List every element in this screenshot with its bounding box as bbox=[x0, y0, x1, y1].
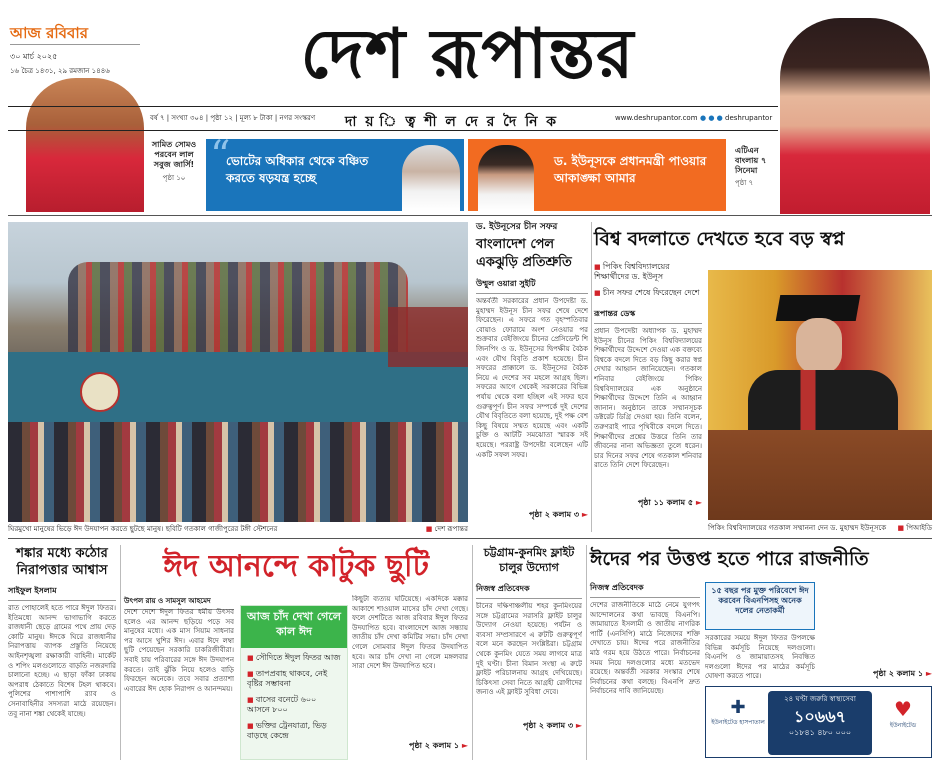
ad-hotline-label: ২৪ ঘণ্টা জরুরি স্বাস্থ্যসেবা bbox=[784, 695, 856, 703]
podium bbox=[708, 430, 932, 520]
china-continued[interactable] bbox=[476, 509, 588, 522]
politics-pull-quote-text: ১৫ বছর পর মুক্ত পরিবেশে ঈদ করবেন বিএনপিসহ অনেক দলের নেতাকর্মী bbox=[711, 586, 809, 615]
dream-bullet-2: ■ চীন সফর শেষে ফিরেছেন দেশে bbox=[594, 288, 702, 298]
dream-photo-caption: পিকিং বিশ্ববিদ্যালয়ের গতকাল সম্মাননা দেন ড. মুহাম্মদ ইউনূসকে bbox=[708, 524, 887, 532]
flight-continued-text: পৃষ্ঠা ২ কলাম ৩ bbox=[523, 721, 574, 730]
flight-headline[interactable]: চট্টগ্রাম-কুনমিং ফ্লাইট চালুর উদ্যোগ bbox=[483, 546, 575, 574]
eid-box-item-4[interactable]: ■ ভক্তির ট্রেনযাত্রা, ভিড় বাড়ছে কেন্দ্রে bbox=[241, 715, 347, 741]
dream-continued-text: পৃষ্ঠা ১১ কলাম ৫ bbox=[637, 498, 694, 507]
teaser-cinema-page: পৃষ্ঠা ৭ bbox=[735, 179, 754, 187]
flight-byline: নিজস্ব প্রতিবেদক bbox=[476, 583, 582, 599]
china-body: অন্তর্বর্তী সরকারের প্রধান উপদেষ্টা ড. মুহাম্মদ ইউনূস চীন সফর শেষে দেশে ফিরেছেন। এ সফরে গত বৃহস্পতিবার বোয়াও ফোরামে অংশ নেওয়ার পর শুক্রবার বেইজিংয়ে চীনের প্রেসিডেন্ট শি জিনপিং ও ড. ইউনূসের দ্বিপক্ষীয় বৈঠক এবং যৌথ বিবৃতি প্রকাশ হয়েছে। চীন সফরের প্রাক্কালে ড. ইউনূসের বৈঠক নিয়ে এ দেশের সব মহলে আগ্রহ ছিল। সফরের আগে থেকেই সরকারের বিভিন্ন পর্যায় থেকে বলা হচ্ছিল এই সফর হবে গুরুত্বপূর্ণ। চীন সফর সম্পর্কে দুই দেশের যৌথ বিবৃতিতে বলা হয়েছে, দুই পক্ষ বেশ কিছু বিষয়ে সম্মত হয়েছে এবং একটি চুক্তি ও আটটি সমঝোতা স্মারক সই হয়েছে। পররাষ্ট্র উপদেষ্টা বলেছেন এটি একটি সফল সফর। bbox=[476, 297, 588, 459]
eid-box-item-1[interactable]: ■ সৌদিতে ঈদুল ফিতর আজ bbox=[241, 648, 347, 663]
eid-body-2: কিছুটা ব্যত্যয় ঘটিয়েছে। একদিকে মক্কার আকাশে শাওয়াল মাসের চাঁদ দেখা গেছে। ফলে দেশটিতে আজ রবিবার ঈদুল ফিতর উদযাপিত হবে। বাংলাদেশে আজ সন্ধ্যায় জাতীয় চাঁদ দেখা কমিটির সভা। চাঁদ দেখা গেলে সোমবার ঈদুল ফিতর উদযাপিত হবে। আর চাঁদ দেখা না গেলে মঙ্গলবার সারা দেশে ঈদ উদযাপিত হবে। bbox=[352, 595, 468, 671]
china-headline[interactable]: বাংলাদেশ পেল একঝুড়ি প্রতিশ্রুতি bbox=[476, 237, 572, 270]
security-headline[interactable]: শঙ্কার মধ্যে কঠোর নিরাপত্তার আশ্বাস bbox=[16, 546, 108, 578]
eid-box-title[interactable]: আজ চাঁদ দেখা গেলে কাল ঈদ bbox=[241, 606, 347, 648]
lead-photo-credit-text: দেশ রূপান্তর bbox=[434, 525, 468, 533]
teaser-cinema[interactable] bbox=[735, 146, 783, 212]
politician-photo bbox=[402, 145, 460, 211]
website[interactable]: www.deshrupantor.com bbox=[615, 114, 698, 122]
railway-shed bbox=[388, 307, 468, 367]
ad-heart-icon: ♥ bbox=[894, 697, 912, 721]
dream-text-col bbox=[594, 262, 702, 532]
security-body: রাত পোহালেই হতে পারে ঈদুল ফিতর। ইতিমধ্যে আনন্দ ভাগাভাগি করতে রাজধানী ছেড়ে গ্রামের পথে প্রায় দেড় কোটি মানুষ। ঈদকে ঘিরে রাজধানীর নিরাপত্তায় ব্যাপক প্রস্তুতি নিয়েছে আইনশৃঙ্খলা রক্ষাকারী বাহিনী। মার্কেট ও শপিং মলগুলোতে বাড়তি নজরদারি চালানো হচ্ছে। এ ছাড়া ফাঁকা ঢাকায় অপরাধ ঠেকাতে বিশেষ টহল থাকবে। পুলিশের পাশাপাশি র‌্যাব ও সেনাবাহিনীর সদস্যরা মাঠে রয়েছেন। তবু নানা শঙ্কা থেকেই যাচ্ছে। bbox=[8, 604, 116, 718]
ad-left-logo-text: ইউনাইটেড হাসপাতাল bbox=[711, 719, 765, 726]
dream-continued[interactable] bbox=[594, 497, 702, 510]
flight-story bbox=[476, 545, 582, 760]
teaser-yunus-text: ড. ইউনূসকে প্রধানমন্ত্রী পাওয়ার আকাঙ্ক্ষা আমার bbox=[554, 154, 707, 185]
hospital-ad[interactable] bbox=[705, 686, 932, 758]
model-photo bbox=[780, 18, 930, 214]
politics-body-2: সরকারের সময়ে ঈদুল ফিতর উপলক্ষে বিভিন্ন কর্মসূচি নিয়েছে দলগুলো। বিএনপি ও জামায়াতসহ নিবন্ধিত দলগুলো ঈদের পর মাঠের কর্মসূচি ঘোষণা করতে পারে। bbox=[705, 634, 815, 681]
masthead-title: দেশ রূপান্তর bbox=[300, 14, 635, 94]
tagline: দা য় ি ত্ব শী ল দে র দৈ নি ক bbox=[345, 114, 559, 130]
politics-body-3 bbox=[820, 582, 932, 668]
social-text: deshrupantor bbox=[725, 114, 773, 122]
politics-headline[interactable]: ঈদের পর উত্তপ্ত হতে পারে রাজনীতি bbox=[590, 548, 869, 570]
ad-phone: ০১৮৪১ ৪৮০ ০০০ bbox=[788, 728, 852, 737]
ad-center bbox=[768, 691, 872, 755]
eid-box bbox=[240, 605, 348, 760]
dream-photo-credit: ■ পিআইডি bbox=[897, 524, 932, 532]
eid-continued[interactable] bbox=[352, 740, 468, 753]
eid-col-3 bbox=[352, 595, 468, 760]
dream-byline: রূপান্তর ডেস্ক bbox=[594, 308, 702, 324]
politics-col-3 bbox=[820, 582, 932, 682]
quote-icon: “ bbox=[210, 133, 231, 179]
yunus-photo bbox=[708, 270, 932, 520]
flight-continued[interactable] bbox=[476, 720, 582, 733]
youth-photo bbox=[478, 145, 534, 211]
lead-photo bbox=[8, 222, 468, 522]
teaser-sports[interactable] bbox=[145, 140, 203, 212]
train-roof-people bbox=[68, 262, 408, 352]
teaser-yunus[interactable] bbox=[468, 139, 726, 211]
issue-info: বর্ষ ৭ | সংখ্যা ৩০৪ | পৃষ্ঠা ১২ | মূল্য ৮ টাকা | নগর সংস্করণ bbox=[150, 114, 316, 122]
masthead-date-alt: ১৬ চৈত্র ১৪৩১, ২৯ রমজান ১৪৪৬ bbox=[10, 67, 110, 75]
arrow-icon: ► bbox=[461, 741, 468, 750]
social-handle[interactable] bbox=[700, 114, 772, 123]
masthead bbox=[0, 0, 940, 132]
politics-col-2 bbox=[705, 634, 815, 682]
china-story bbox=[476, 222, 588, 530]
security-story bbox=[8, 545, 116, 760]
arrow-icon: ► bbox=[925, 669, 932, 678]
eid-body-1: দেশে দেশে ঈদুল ফিতর ধর্মীয় উৎসব হলেও এর আনন্দ ছড়িয়ে পড়ে সব মানুষের মধ্যে। এক মাস সিয়াম সাধনার পর আসে খুশির ঈদ। এবার ঈদে লম্বা ছুটি পেয়েছেন সরকারি চাকরিজীবীরা। সবাই চায় পরিবারের সঙ্গে ঈদ উদযাপন করতে। তাই ঝুঁকি নিয়ে হলেও বাড়ি ফিরছেন অনেকে। তবে সবার প্রত্যাশা এবারের ঈদ হোক নিরাপদ ও আনন্দময়। bbox=[124, 608, 234, 693]
ad-hotline: ১০৬৬৭ bbox=[794, 707, 846, 726]
sports-player-photo bbox=[26, 78, 144, 212]
china-continued-text: পৃষ্ঠা ২ কলাম ৩ bbox=[529, 510, 580, 519]
teaser-sports-text: সামিত সোমও পরবেন লাল সবুজ জার্সি! bbox=[151, 140, 197, 169]
eid-continued-text: পৃষ্ঠা ২ কলাম ১ bbox=[409, 741, 460, 750]
yunus-face bbox=[796, 318, 842, 374]
dream-bullet-1: ■ পিকিং বিশ্ববিদ্যালয়ের শিক্ষার্থীদের ড. ইউনূস bbox=[594, 262, 702, 282]
train-logo bbox=[80, 372, 120, 412]
teaser-cinema-text: এটিএন বাংলায় ৭ সিনেমা bbox=[735, 146, 767, 175]
politics-body: দেশের রাজনীতিকে মাঠে নেমে যুগপৎ আন্দোলনের কথা ভাবছে বিএনপি। জামায়াতে ইসলামী ও জাতীয় নাগরিক পার্টি (এনসিপি) মাঠে নিজেদের শক্তি দেখাতে চায়। ঈদের পরে রাজনীতির মাঠ গরম হয়ে উঠতে পারে। নির্বাচনের সময় নিয়ে দলগুলোর মধ্যে মতভেদ রয়েছে। অন্তর্বর্তী সরকার সংস্কার শেষে নির্বাচনের কথা বলছে। বিএনপি দ্রুত নির্বাচনের দাবি জানিয়েছে। bbox=[590, 601, 700, 696]
politics-continued-text: পৃষ্ঠা ২ কলাম ১ bbox=[873, 669, 924, 678]
ad-right-logo bbox=[876, 697, 930, 749]
china-byline: উম্মুল ওয়ারা সুইটি bbox=[476, 278, 588, 294]
dream-body: প্রধান উপদেষ্টা অধ্যাপক ড. মুহাম্মদ ইউনূস চীনের পিকিং বিশ্ববিদ্যালয়ের শিক্ষার্থীদের উদ্দেশে দেওয়া এক বক্তব্যে বিশ্বকে বদলে দিতে বড় কিছু করার স্বপ্ন দেখার আহ্বান জানিয়েছেন। গতকাল শনিবার বেইজিংয়ে পিকিং বিশ্ববিদ্যালয়ের এক অনুষ্ঠানে শিক্ষার্থীদের উদ্দেশে তিনি এ আহ্বান জানান। অনুষ্ঠানে তাকে সম্মানসূচক ডক্টরেট ডিগ্রি দেওয়া হয়। তিনি বলেন, তরুণরাই পারে পৃথিবীকে বদলে দিতে। শিক্ষার্থীদের প্রশ্নের উত্তরে তিনি তার জীবনের নানা অভিজ্ঞতা তুলে ধরেন। চার দিনের সফর শেষে গতকাল শনিবার রাতে তিনি দেশে ফিরেছেন। bbox=[594, 327, 702, 470]
arrow-icon: ► bbox=[581, 510, 588, 519]
ad-right-logo-text: ইউনাইটেড bbox=[889, 722, 917, 729]
social-icons: ● ● ● bbox=[700, 114, 725, 122]
arrow-icon: ► bbox=[575, 721, 582, 730]
ad-left-logo-icon: ✚ bbox=[730, 697, 746, 718]
politics-byline: নিজস্ব প্রতিবেদক bbox=[590, 582, 700, 598]
eid-box-item-2[interactable]: ■ তাপপ্রবাহ থাকবে, নেই বৃষ্টির সম্ভাবনা bbox=[241, 663, 347, 689]
politics-continued[interactable] bbox=[820, 668, 932, 681]
eid-headline[interactable]: ঈদ আনন্দে কাটুক ছুটি bbox=[163, 549, 429, 584]
china-kicker: ড. ইউনূসের চীন সফর bbox=[476, 222, 558, 232]
eid-box-item-3[interactable]: ■ বাসের বনেটে ৬০০ আসনে ৮০০ bbox=[241, 689, 347, 715]
teaser-sports-page: পৃষ্ঠা ১০ bbox=[162, 174, 186, 182]
politics-pull-quote bbox=[705, 582, 815, 630]
crowd bbox=[8, 422, 468, 522]
masthead-day: আজ রবিবার bbox=[10, 24, 88, 42]
lead-photo-credit: ■ দেশ রূপান্তর bbox=[425, 525, 468, 533]
teaser-vote-text: ভোটের অধিকার থেকে বঞ্চিত করতে ষড়যন্ত্র হচ্ছে bbox=[226, 154, 369, 185]
dream-headline[interactable]: বিশ্ব বদলাতে দেখতে হবে বড় স্বপ্ন bbox=[594, 228, 845, 250]
teaser-vote[interactable] bbox=[206, 133, 464, 211]
politics-col-1 bbox=[590, 582, 700, 760]
security-byline: সাইফুল ইসলাম bbox=[8, 585, 116, 601]
arrow-icon: ► bbox=[695, 498, 702, 507]
eid-byline: উৎপল রায় ও সামসুল আহমেদ bbox=[124, 595, 234, 610]
masthead-date: ৩০ মার্চ ২০২৫ bbox=[10, 52, 58, 61]
dream-photo-credit-text: পিআইডি bbox=[906, 524, 932, 532]
ad-left-logo bbox=[710, 697, 766, 749]
flight-body: চীনের দক্ষিণাঞ্চলীয় শহর কুনমিংয়ের সঙ্গে চট্টগ্রামের সরাসরি ফ্লাইট চালুর উদ্যোগ নেওয়া হয়েছে। পর্যটন ও ব্যবসা সম্প্রসারণে এ রুটটি গুরুত্বপূর্ণ বলে মনে করছেন সংশ্লিষ্টরা। চট্টগ্রাম থেকে কুনমিং যেতে সময় লাগবে মাত্র দুই ঘণ্টা। চীনা বিমান সংস্থা এ রুটে ফ্লাইট পরিচালনায় আগ্রহ দেখিয়েছে। চিকিৎসা সেবা নিতে আগ্রহী রোগীদের জন্যও এই ফ্লাইট সুবিধা দেবে। bbox=[476, 602, 582, 697]
lead-photo-caption: ঘিরমুখো মানুষের ভিড়ে ঈদ উদযাপন করতে ছুটছে মানুষ। ছবিটি গতকাল গাজীপুরের টঙ্গী স্টেশনের bbox=[8, 525, 278, 533]
